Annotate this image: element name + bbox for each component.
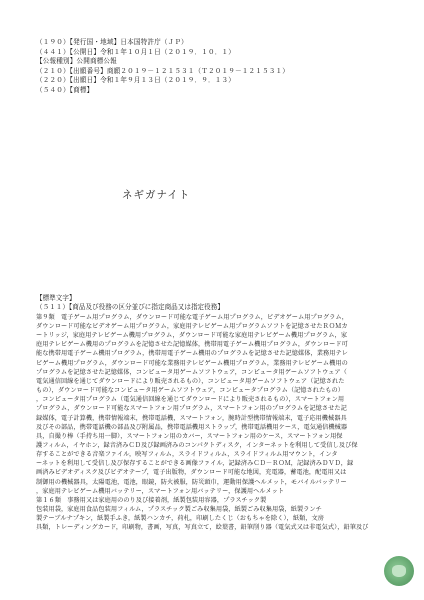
goods-services-line: ーネットを利用して受信し及び保存することができる画像ファイル，記録済みＣＤ－ＲＯＭ，記録済みＤＶＤ，録 — [36, 460, 354, 468]
goods-services-line: 存することができる音楽ファイル，映写フィルム，スライドフィルム，スライドフィルム用マウント，インタ — [36, 451, 338, 459]
goods-services-line: 電気通信回線を通じてダウンロードにより販売されるもの），コンピュータ用ゲームソフトウェア（記憶された — [36, 377, 345, 385]
goods-services-line: 護フィルム，イヤホン，録音済みＣＤ及び録画済みのコンパクトディスク，インターネットを利用して受信し及び保 — [36, 442, 358, 449]
goods-services-line: 第９類 電子ゲーム用プログラム，ダウンロード可能な電子ゲーム用プログラム，ビデオゲーム用プログラム， — [36, 313, 348, 321]
goods-services-line: ートリッジ，家庭用テレビゲーム機用プログラム，ダウンロード可能な家庭用テレビゲーム機用プログラム，家 — [36, 332, 348, 340]
bib-gazette-type: 【公報種別】公開商標公報 — [36, 57, 117, 66]
goods-services-text — [36, 313, 388, 533]
goods-services-line: 第１６類 事務用又は家庭用ののり及び接着剤，紙製包装用容器，プラスチック製 — [36, 496, 267, 504]
goods-services-line: もの），ダウンロード可能なコンピュータ用ゲームソフトウェア，コンピュータプログラム（記憶されたもの） — [36, 387, 344, 395]
goods-services-line: 庭用テレビゲーム機用のプログラムを記憶させた記憶媒体，携帯用電子ゲーム機用プログラム，ダウンロード可 — [36, 341, 348, 349]
goods-services-line: 具類，トレーディングカード，印刷物，書画，写真，写真立て，絵葉書，鉛筆削り器（電気式又は非電気式），鉛筆及び — [36, 524, 369, 532]
standard-characters-label: 【標準文字】 — [36, 294, 76, 302]
trademark-text: ネギガナイト — [122, 189, 191, 201]
seal-inner-shape — [392, 565, 406, 577]
bib-publication-date: （４４１）【公開日】令和１年１０月１日（２０１９．１０．１） — [36, 47, 236, 56]
goods-services-line: 録媒体，電子計算機，携帯情報端末，携帯電話機，スマートフォン，腕時計型携帯情報端末，電子応用機械器具 — [36, 414, 347, 422]
goods-services-line: 具，自撮り棒（手持ち用一脚），スマートフォン用のカバー，スマートフォン用のケース，スマートフォン用保 — [36, 432, 343, 440]
goods-services-line: 能な携帯用電子ゲーム機用プログラム，携帯用電子ゲーム機用のプログラムを記憶させた記憶媒体，業務用テレ — [36, 350, 348, 358]
goods-services-line: 及びその部品，携帯電話機の部品及び附属品，携帯電話機用ストラップ，携帯電話機用ケース，電気通信機械器 — [36, 423, 348, 431]
bib-application-number: （２１０）【出願番号】商願２０１９－１２１５３１（Ｔ２０１９－１２１５３１） — [36, 66, 289, 75]
bib-application-date: （２２０）【出願日】令和１年９月１３日（２０１９．９．１３） — [36, 76, 236, 85]
bib-country: （１９０）【発行国・地域】日本国特許庁（ＪＰ） — [36, 38, 188, 46]
bibliographic-info — [36, 38, 396, 96]
goods-services-line: 製テーブルナプキン，紙製手ふき，紙製ハンカチ，荷札，印刷したくじ（おもちゃを除く），紙類，文房 — [36, 515, 325, 523]
goods-services-line: ダウンロード可能なビデオゲーム用プログラム，家庭用テレビゲーム用プログラムソフトを記憶させたＲＯＭカ — [36, 322, 348, 330]
goods-services-line: ，コンピュータ用プログラム（電気通信回線を通じてダウンロードにより販売されるもの），スマートフォン用 — [36, 396, 345, 404]
bib-trademark-label: （５４０）【商標】 — [36, 85, 94, 94]
goods-services-line: 制御用の機械器具，太陽電池，電池，眼鏡，防火被服，防災頭巾，運動用保護ヘルメット，モバイルバッテリー — [36, 478, 347, 486]
goods-services-line: プログラムを記憶させた記憶媒体，コンピュータ用ゲームソフトウェア，コンピュータ用ゲームソフトウェア（ — [36, 368, 347, 376]
green-seal-logo — [384, 556, 414, 586]
goods-services-section — [36, 294, 388, 533]
goods-services-line: プログラム，ダウンロード可能なスマートフォン用プログラム，スマートフォン用のプログラムを記憶させた記 — [36, 405, 347, 413]
goods-services-line: ，家庭用テレビゲーム機用バッテリー，スマートフォン用バッテリー，保護用ヘルメット — [36, 487, 285, 495]
goods-services-line: ビゲーム機用プログラム，ダウンロード可能な業務用テレビゲーム機用プログラム，業務用テレビゲーム機用の — [36, 359, 348, 367]
goods-services-header: （５１１）【商品及び役務の区分並びに指定商品又は指定役務】 — [36, 303, 224, 312]
goods-services-line: 画済みビデオディスク及びビデオテープ，電子出版物，ダウンロード可能な地図，充電器，蓄電池，配電用又は — [36, 469, 347, 477]
goods-services-line: 包装用袋，家庭用食品包装用フィルム，プラスチック製ごみ収集用袋，紙製ごみ収集用袋，紙製ランチ — [36, 506, 322, 514]
